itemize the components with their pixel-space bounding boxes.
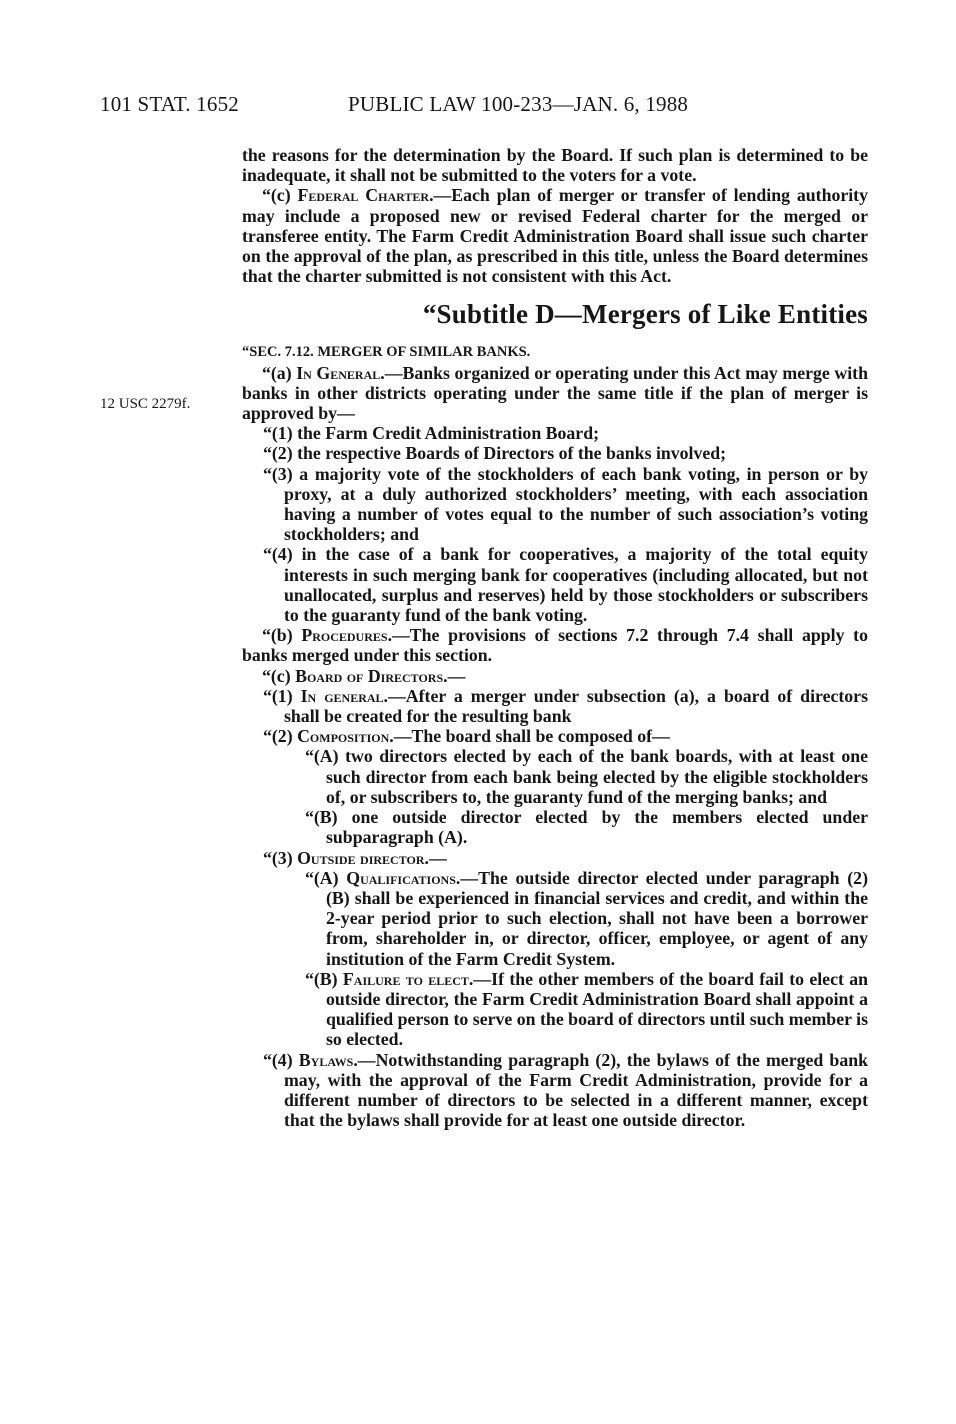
subparagraph-c2b: “(B) one outside director elected by the members elected under subparagraph (A). (305, 807, 868, 848)
paragraph-c3: “(3) Outside director.— (263, 847, 447, 868)
subsection-heading: Board of Directors (295, 665, 444, 686)
paragraph-c2: “(2) Composition.—The board shall be composed of— (263, 726, 670, 747)
page-header (100, 92, 880, 122)
page-body (242, 145, 868, 1130)
subtitle-heading: “Subtitle D—Mergers of Like Entities (422, 299, 868, 330)
subsection-b: “(b) Procedures.—The provisions of sections 7.2 through 7.4 shall apply to banks merged under this section. (242, 625, 868, 666)
stat-page-number: 101 STAT. 1652 (100, 92, 239, 116)
paragraph-c1: “(1) In general.—After a merger under subsection (a), a board of directors shall be created for the resulting bank (263, 685, 868, 727)
subsection-c-board: “(c) Board of Directors.— (262, 665, 466, 686)
subparagraph-c2a: “(A) two directors elected by each of the bank boards, with at least one such director from each bank being elected by the eligible stockholders of, or subscribers to, the guaranty fund of the merging banks; and (305, 746, 868, 807)
subsection-c-federal-charter: “(c) Federal Charter.—Each plan of merger or transfer of lending authority may include a proposed new or revised Federal charter for the merged or transferee entity. The Farm Credit Administration Board shall issue such charter on the approval of the plan, as prescribed in this title, unless the Board determines that the charter submitted is not consistent with this Act. (242, 185, 868, 287)
subsection-heading: Federal Charter (297, 185, 430, 206)
subsection-a: “(a) In General.—Banks organized or operating under this Act may merge with banks in other districts operating under the same title if the plan of merger is approved by— (242, 362, 868, 424)
subparagraph-c3a: “(A) Qualifications.—The outside director elected under paragraph (2)(B) shall be experienced in financial services and credit, and within the 2-year period prior to such election, shall not have been a borrower from, shareholder in, or director, officer, employee, or agent of any institution of the Farm Credit System. (305, 867, 868, 969)
subsection-heading: Procedures (301, 625, 388, 646)
subsection-heading: In General (296, 362, 381, 383)
paragraph-a1: “(1) the Farm Credit Administration Board; (263, 423, 600, 444)
continued-paragraph: the reasons for the determination by the Board. If such plan is determined to be inadequate, it shall not be submitted to the voters for a vote. (242, 145, 868, 186)
paragraph-c4: “(4) Bylaws.—Notwithstanding paragraph (2), the bylaws of the merged bank may, with the approval of the Farm Credit Administration, provide for a different number of directors to be selected in a different manner, except that the bylaws shall provide for at least one outside director. (263, 1049, 868, 1131)
paragraph-a4: “(4) in the case of a bank for cooperatives, a majority of the total equity interests in such merging bank for cooperatives (including allocated, but not unallocated, surplus and reserves) held by those stockholders or subscribers to the guaranty fund of the bank voting. (263, 544, 868, 626)
usc-margin-note: 12 USC 2279f. (100, 396, 191, 412)
paragraph-a3: “(3) a majority vote of the stockholders of each bank voting, in person or by proxy, at a duly authorized stockholders’ meeting, with each association having a number of votes equal to the number of such association’s voting stockholders; and (263, 463, 868, 545)
section-heading: “SEC. 7.12. MERGER OF SIMILAR BANKS. (242, 344, 531, 361)
paragraph-a2: “(2) the respective Boards of Directors of the banks involved; (263, 443, 727, 464)
subparagraph-c3b: “(B) Failure to elect.—If the other members of the board fail to elect an outside director, the Farm Credit Administration Board shall appoint a qualified person to serve on the board of directors until such member is so elected. (305, 968, 868, 1050)
public-law-title: PUBLIC LAW 100-233—JAN. 6, 1988 (348, 92, 689, 116)
